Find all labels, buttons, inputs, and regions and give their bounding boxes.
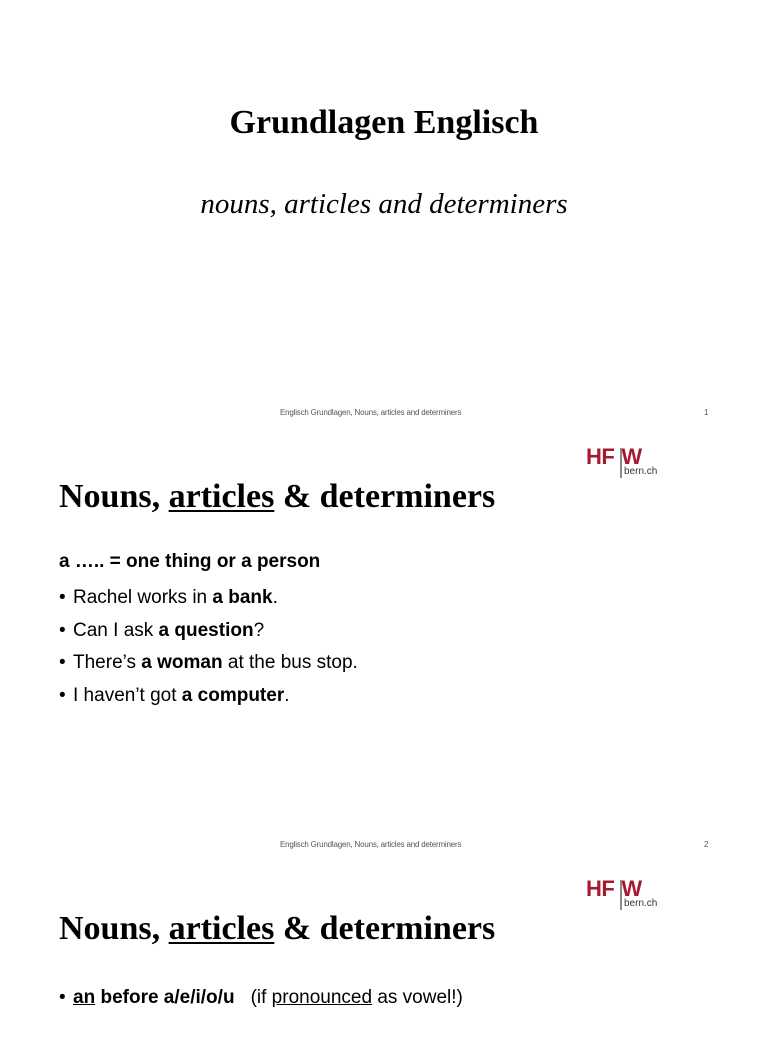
hfw-logo <box>586 446 666 480</box>
slide-2-heading: a ….. = one thing or a person <box>59 551 321 572</box>
slide-2 <box>0 432 768 864</box>
logo-divider <box>620 448 622 478</box>
slide-3 <box>0 864 768 1064</box>
slide-1-footer: Englisch Grundlagen, Nouns, articles and determiners <box>280 408 462 417</box>
slide-2-title: Nouns, articles & determiners <box>59 478 496 515</box>
slide-2-bullet-list <box>59 582 358 712</box>
list-item: • Can I ask a question? <box>59 619 265 641</box>
slide-2-page-number: 2 <box>704 840 709 849</box>
slide-3-bullet-list <box>59 982 463 1015</box>
slide-1-title: Grundlagen Englisch <box>229 104 539 141</box>
hfw-logo <box>586 878 666 912</box>
list-item: • an before a/e/i/o/u (if pronounced as vowel!) <box>59 987 463 1008</box>
slide-1-subtitle: nouns, articles and determiners <box>200 188 568 220</box>
list-item: • There’s a woman at the bus stop. <box>59 652 358 673</box>
logo-hf-text: HF W <box>586 444 642 469</box>
list-item: • Rachel works in a bank. <box>59 587 278 608</box>
logo-divider <box>620 880 622 910</box>
slide-1-page-number: 1 <box>704 408 709 417</box>
slide-1 <box>0 0 768 432</box>
list-item: • I haven’t got a computer. <box>59 684 290 706</box>
slide-2-footer: Englisch Grundlagen, Nouns, articles and determiners <box>280 840 462 849</box>
title-underlined-word: articles <box>168 478 275 515</box>
title-underlined-word: articles <box>168 910 275 947</box>
logo-subtext: bern.ch <box>624 466 658 477</box>
logo-hf-text: HF W <box>586 876 642 901</box>
logo-subtext: bern.ch <box>624 898 658 909</box>
slide-3-title: Nouns, articles & determiners <box>59 910 496 947</box>
